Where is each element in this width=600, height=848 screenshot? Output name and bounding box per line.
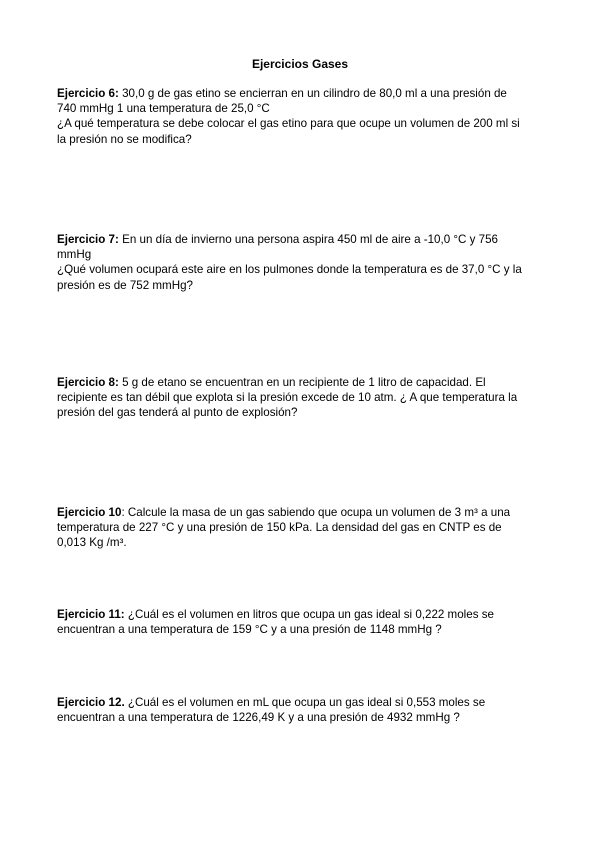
exercise-text: recipiente es tan débil que explota si la presión excede de 10 atm. ¿ A que temperatura la xyxy=(57,391,518,405)
exercise-label: Ejercicio 11: xyxy=(57,608,125,621)
exercise-text: ¿A qué temperatura se debe colocar el gas etino para que ocupe un volumen de 200 ml si xyxy=(57,117,520,131)
exercise-8 xyxy=(57,375,547,421)
exercise-11 xyxy=(57,607,547,637)
exercise-12 xyxy=(57,695,547,725)
exercise-label: Ejercicio 12. xyxy=(57,696,125,709)
exercise-text: 30,0 g de gas etino se encierran en un cilindro de 80,0 ml a una presión de xyxy=(118,87,507,100)
exercise-first-line xyxy=(57,695,547,710)
exercise-text: 0,013 Kg /m³. xyxy=(57,536,127,550)
exercise-first-line xyxy=(57,86,547,101)
exercise-first-line xyxy=(57,607,547,622)
exercise-text: : Calcule la masa de un gas sabiendo que ocupa un volumen de 3 m³ a una xyxy=(121,506,511,519)
exercise-text: presión es de 752 mmHg? xyxy=(57,278,193,292)
exercise-6 xyxy=(57,86,547,147)
exercise-first-line xyxy=(57,505,547,520)
exercise-text: temperatura de 227 °C y una presión de 150 kPa. La densidad del gas en CNTP es de xyxy=(57,521,502,535)
exercise-text: encuentran a una temperatura de 159 °C y a una presión de 1148 mmHg ? xyxy=(57,623,442,637)
exercise-text: encuentran a una temperatura de 1226,49 K y a una presión de 4932 mmHg ? xyxy=(57,711,460,725)
exercise-text: ¿Qué volumen ocupará este aire en los pulmones donde la temperatura es de 37,0 °C y la xyxy=(57,263,522,277)
exercise-label: Ejercicio 6: xyxy=(57,87,119,100)
exercise-first-line xyxy=(57,232,547,247)
exercise-text: mmHg xyxy=(57,248,92,262)
exercise-7 xyxy=(57,232,547,293)
exercise-text: 740 mmHg 1 una temperatura de 25,0 °C xyxy=(57,102,270,116)
exercise-text: En un día de invierno una persona aspira 450 ml de aire a -10,0 °C y 756 xyxy=(118,233,498,246)
exercise-10 xyxy=(57,505,547,551)
exercise-text: ¿Cuál es el volumen en litros que ocupa un gas ideal si 0,222 moles se xyxy=(124,608,494,621)
page-title: Ejercicios Gases xyxy=(251,57,349,71)
exercise-text: 5 g de etano se encuentran en un recipiente de 1 litro de capacidad. El xyxy=(118,376,486,389)
exercise-text: la presión no se modifica? xyxy=(57,132,192,146)
exercise-text: ¿Cuál es el volumen en mL que ocupa un gas ideal si 0,553 moles se xyxy=(124,696,486,709)
exercise-label: Ejercicio 10 xyxy=(57,506,122,519)
exercise-label: Ejercicio 7: xyxy=(57,233,119,246)
exercise-first-line xyxy=(57,375,547,390)
exercise-text: presión del gas tenderá al punto de explosión? xyxy=(57,406,298,420)
exercise-label: Ejercicio 8: xyxy=(57,376,119,389)
